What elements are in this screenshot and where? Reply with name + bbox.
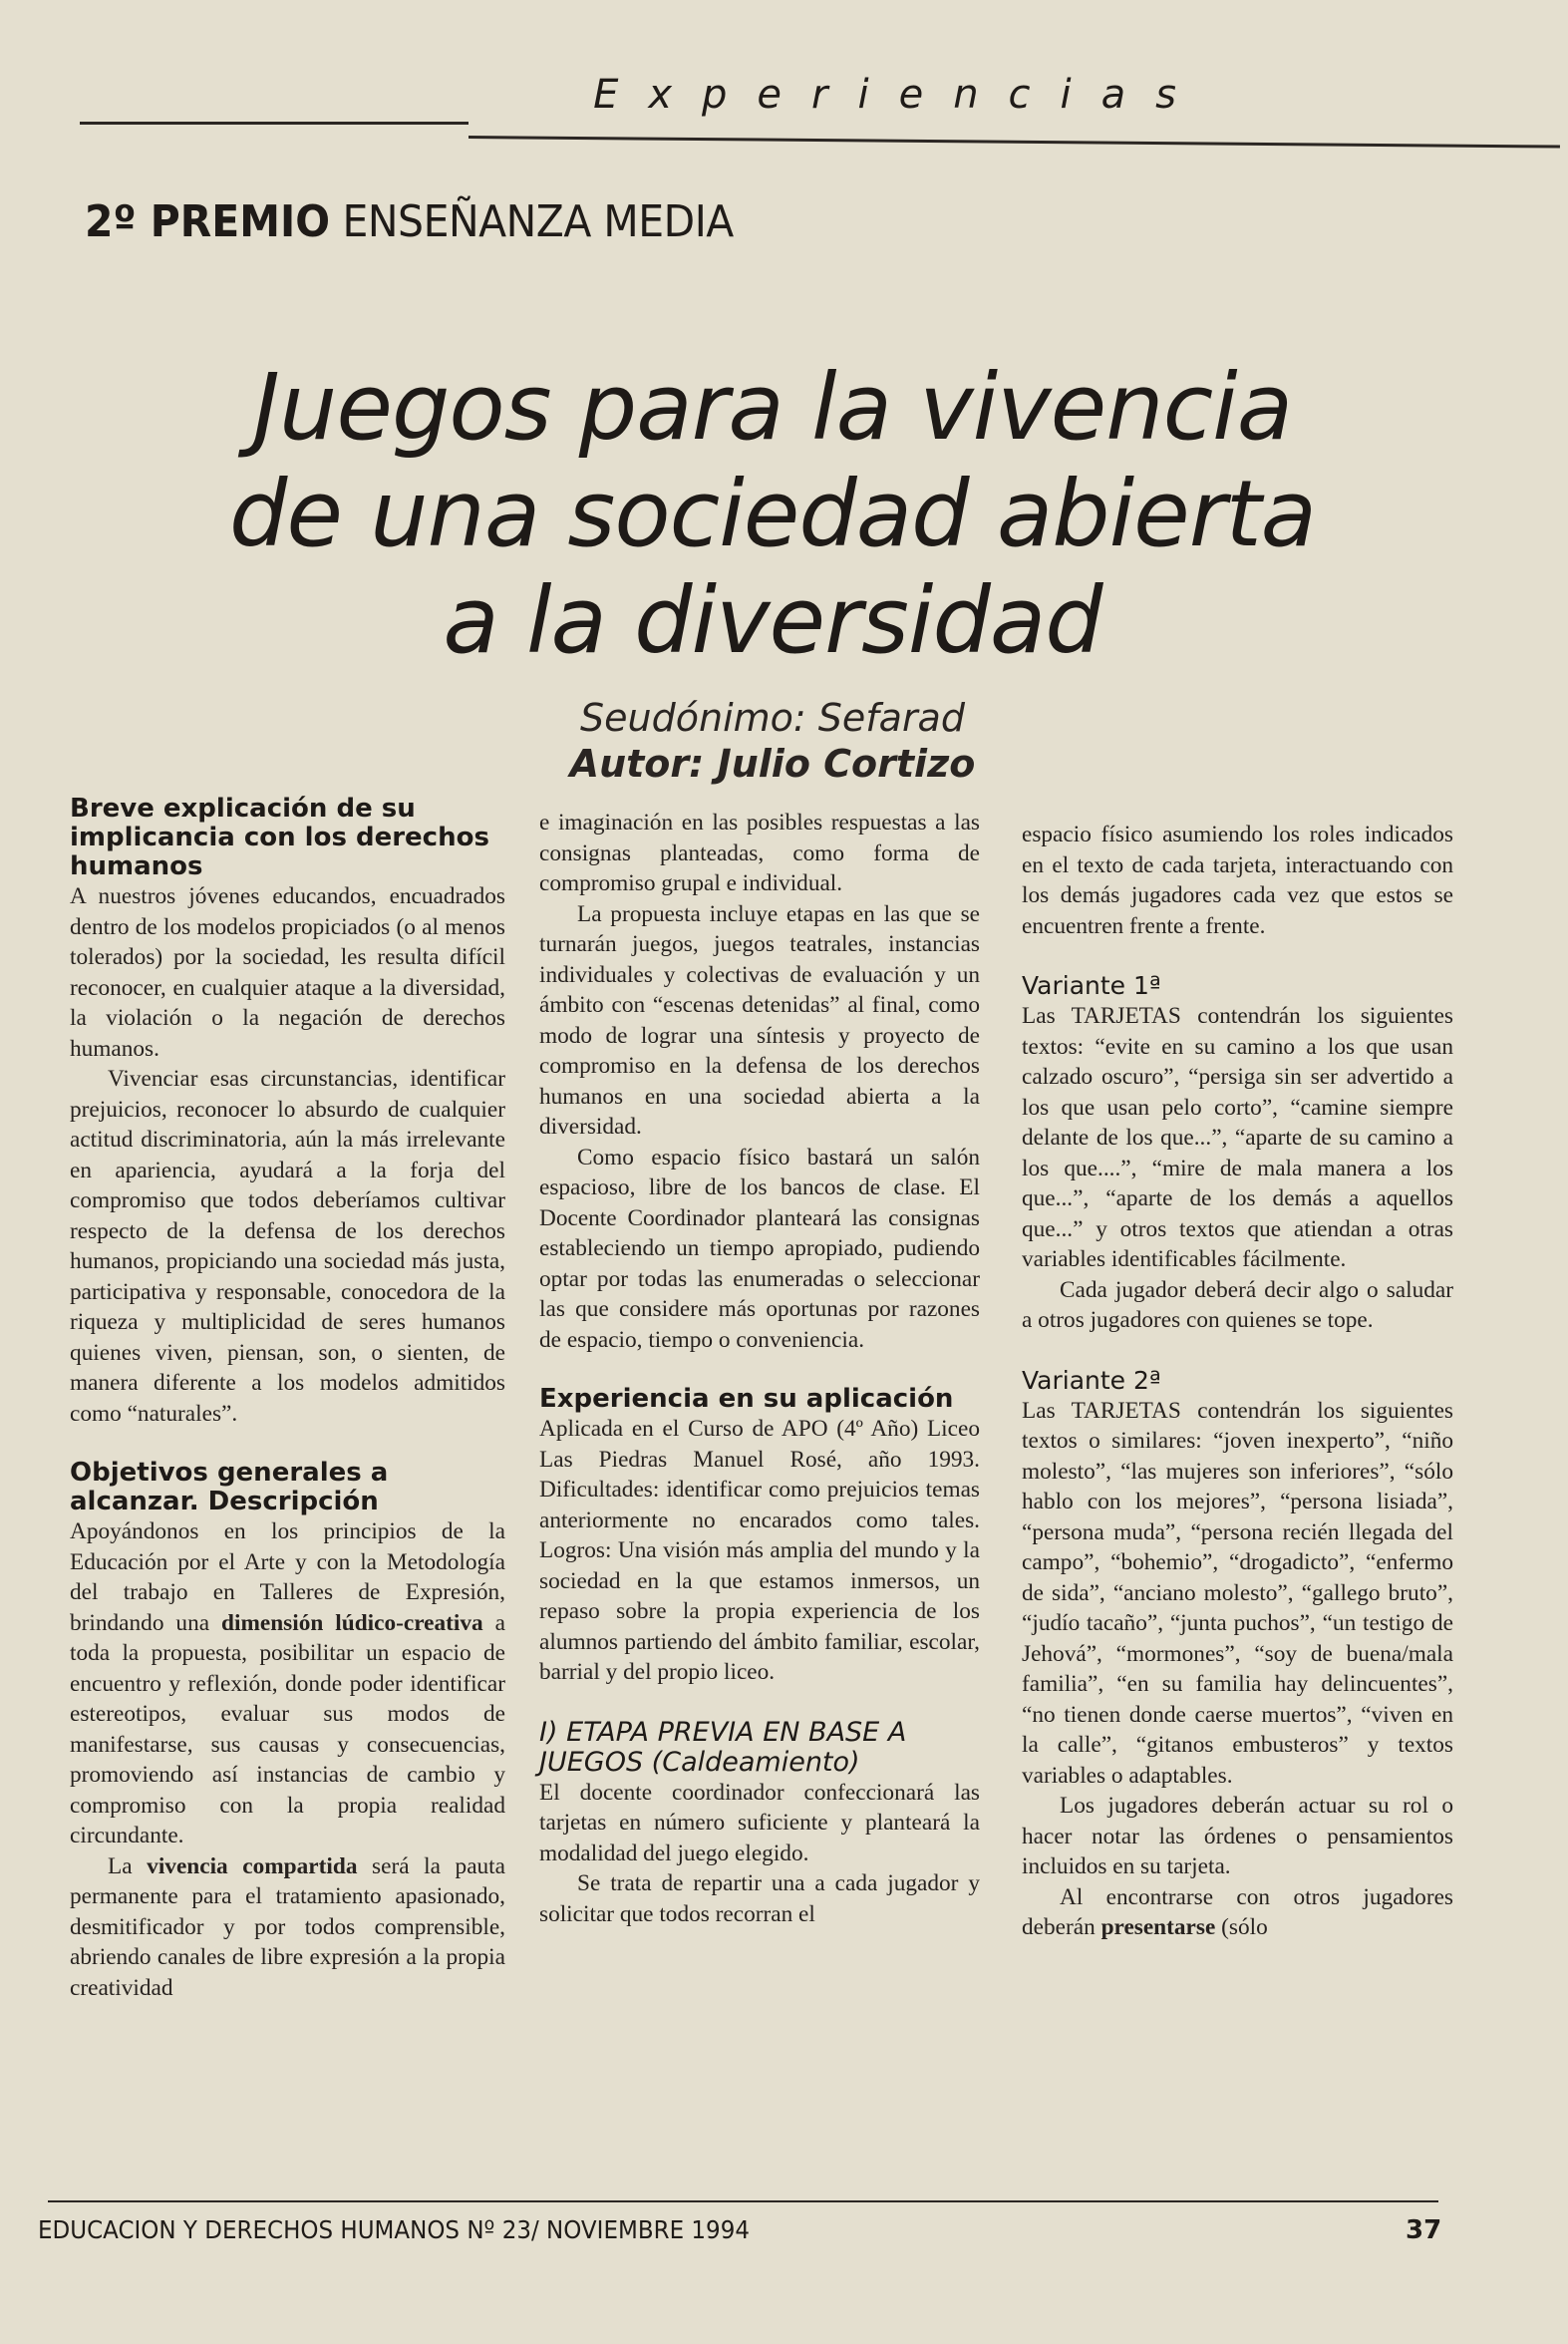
variant-heading: Variante 2ª xyxy=(1022,1365,1161,1395)
byline xyxy=(563,695,982,787)
section-heading: Objetivos generales a alcanzar. Descripción xyxy=(70,1458,389,1516)
journal-footer: EDUCACION Y DERECHOS HUMANOS Nº 23/ NOVIEMBRE 1994 xyxy=(38,2215,750,2244)
paragraph xyxy=(70,1851,505,2004)
paragraph: Las TARJETAS contendrán los siguientes textos: “evite en su camino a los que usan calzado oscuro”, “persiga sin ser advertido a los que usan pelo corto”, “camine siempre delante de los que...”, “aparte de su camino a los que....”, “mire de mala manera a los que...”, “aparte de los demás a aquellos que...” y otros textos que atiendan a otras variables identificables fácilmente. xyxy=(1022,1003,1453,1272)
header-rule-long xyxy=(469,136,1560,149)
title-line-2: de una sociedad abierta xyxy=(228,461,1317,567)
paragraph: A nuestros jóvenes educandos, encuadrados dentro de los modelos propiciados (o al menos tolerados) por la sociedad, les resulta difícil reconocer, en cualquier ataque a la diversidad, la violación o la negación de derechos humanos. xyxy=(70,883,505,1062)
header-rule xyxy=(80,122,469,125)
paragraph: Las TARJETAS contendrán los siguientes textos o similares: “joven inexperto”, “niño molesto”, “las mujeres son inferiores”, “sólo hablo con los mejores”, “persona lisiada”, “persona muda”, “persona recién llegada del campo”, “bohemio”, “drogadicto”, “enfermo de sida”, “anciano molesto”, “gallego bruto”, “judío tacaño”, “junta puchos”, “un testigo de Jehová”, “mormones”, “soy de buena/mala familia”, “en su familia hay delincuentes”, “no tienen donde caerse muertos”, “viven en la calle”, “gitanos embusteros” y textos variables o adaptables. xyxy=(1022,1397,1453,1789)
footer-rule xyxy=(48,2200,1438,2202)
text-run: (sólo xyxy=(1215,1914,1268,1940)
paragraph: Los jugadores deberán actuar su rol o hacer notar las órdenes o pensamientos incluidos en su tarjeta. xyxy=(1022,1793,1453,1879)
emphasis: vivencia compartida xyxy=(147,1852,358,1879)
section-heading: Experiencia en su aplicación xyxy=(539,1384,954,1414)
paragraph xyxy=(1022,1882,1453,1943)
paragraph xyxy=(70,1516,505,1851)
paragraph: Se trata de repartir una a cada jugador y solicitar que todos recorran el xyxy=(539,1870,980,1927)
section-header xyxy=(80,62,1470,152)
text-run: Al encontrarse con otros jugadores deberán xyxy=(1022,1883,1453,1940)
text-run: a toda la propuesta, posibilitar un espacio de encuentro y reflexión, donde poder identificar estereotipos, evaluar sus modos de manifestarse, sus causas y consecuencias, promoviendo así instancias de cambio y compromiso con la propia realidad circundante. xyxy=(70,1609,506,1848)
page-number: 37 xyxy=(1406,2215,1442,2245)
emphasis: presentarse xyxy=(1100,1914,1216,1940)
column-1 xyxy=(70,795,505,2003)
paragraph: Vivenciar esas circunstancias, identificar prejuicios, reconocer lo absurdo de cualquier actitud discriminatoria, aún la más irrelevante en apariencia, ayudará a la forja del compromiso que todos deberíamos cultivar respecto de la defensa de los derechos humanos, propiciando una sociedad más justa, participativa y responsable, conocedora de la riqueza y multiplicidad de seres humanos quienes viven, piensan, son, o sienten, de manera diferente a los modelos admitidos como “naturales”. xyxy=(70,1066,505,1427)
prize-rank: 2º PREMIO xyxy=(85,196,330,247)
text-run: será la pauta permanente para el tratamiento apasionado, desmitificador y por todos comprensible, abriendo canales de libre expresión a la propia creatividad xyxy=(70,1852,505,2001)
variant-heading: Variante 1ª xyxy=(1022,971,1161,1000)
stage-heading: I) ETAPA PREVIA EN BASE A JUEGOS (Caldeamiento) xyxy=(539,1716,907,1778)
paragraph: El docente coordinador confeccionará las tarjetas en número suficiente y planteará la modalidad del juego elegido. xyxy=(539,1779,980,1866)
text-run: Apoyándonos en los principios de la Educación por el Arte y con la Metodología del trabajo en Talleres de Expresión, brindando una xyxy=(70,1518,505,1636)
article-title xyxy=(150,354,1396,674)
paragraph: Aplicada en el Curso de APO (4º Año) Liceo Las Piedras Manuel Rosé, año 1993. Dificultades: identificar como prejuicios temas anteriormente no encarados como tales. Logros: Una visión más amplia del mundo y la sociedad en la que estamos inmersos, un repaso sobre la propia experiencia de los alumnos partiendo del ámbito familiar, escolar, barrial y del propio liceo. xyxy=(539,1416,980,1685)
paragraph: espacio físico asumiendo los roles indicados en el texto de cada tarjeta, interactuando con los demás jugadores cada vez que estos se encuentren frente a frente. xyxy=(1022,822,1453,939)
paragraph: Como espacio físico bastará un salón espacioso, libre de los bancos de clase. El Docente Coordinador planteará las consignas estableciendo un tiempo apropiado, pudiendo optar por todas las enumeradas o seleccionar las que considere más oportunas por razones de espacio, tiempo o conveniencia. xyxy=(539,1144,980,1353)
paragraph: Cada jugador deberá decir algo o saludar a otros jugadores con quienes se tope. xyxy=(1022,1276,1453,1333)
pseudonym: Seudónimo: Sefarad xyxy=(580,696,965,740)
column-2 xyxy=(539,808,980,1929)
text-run: La xyxy=(108,1852,148,1879)
emphasis: dimensión lúdico-creativa xyxy=(221,1609,483,1636)
column-3 xyxy=(1022,820,1453,1943)
section-title: Experiencias xyxy=(593,72,1206,118)
prize-category: ENSEÑANZA MEDIA xyxy=(329,196,734,247)
author: Autor: Julio Cortizo xyxy=(569,742,976,786)
section-heading: Breve explicación de su implicancia con los derechos humanos xyxy=(70,794,489,881)
title-line-3: a la diversidad xyxy=(443,567,1102,674)
paragraph: e imaginación en las posibles respuestas a las consignas planteadas, como forma de compromiso grupal e individual. xyxy=(539,810,980,896)
title-line-1: Juegos para la vivencia xyxy=(252,354,1293,461)
prize-heading xyxy=(85,196,734,247)
paragraph: La propuesta incluye etapas en las que se turnarán juegos, juegos teatrales, instancias individuales y colectivas de evaluación y un ámbito con “escenas detenidas” al final, como modo de lograr una síntesis y proyecto de compromiso en la defensa de los derechos humanos en una sociedad abierta a la diversidad. xyxy=(539,900,980,1140)
